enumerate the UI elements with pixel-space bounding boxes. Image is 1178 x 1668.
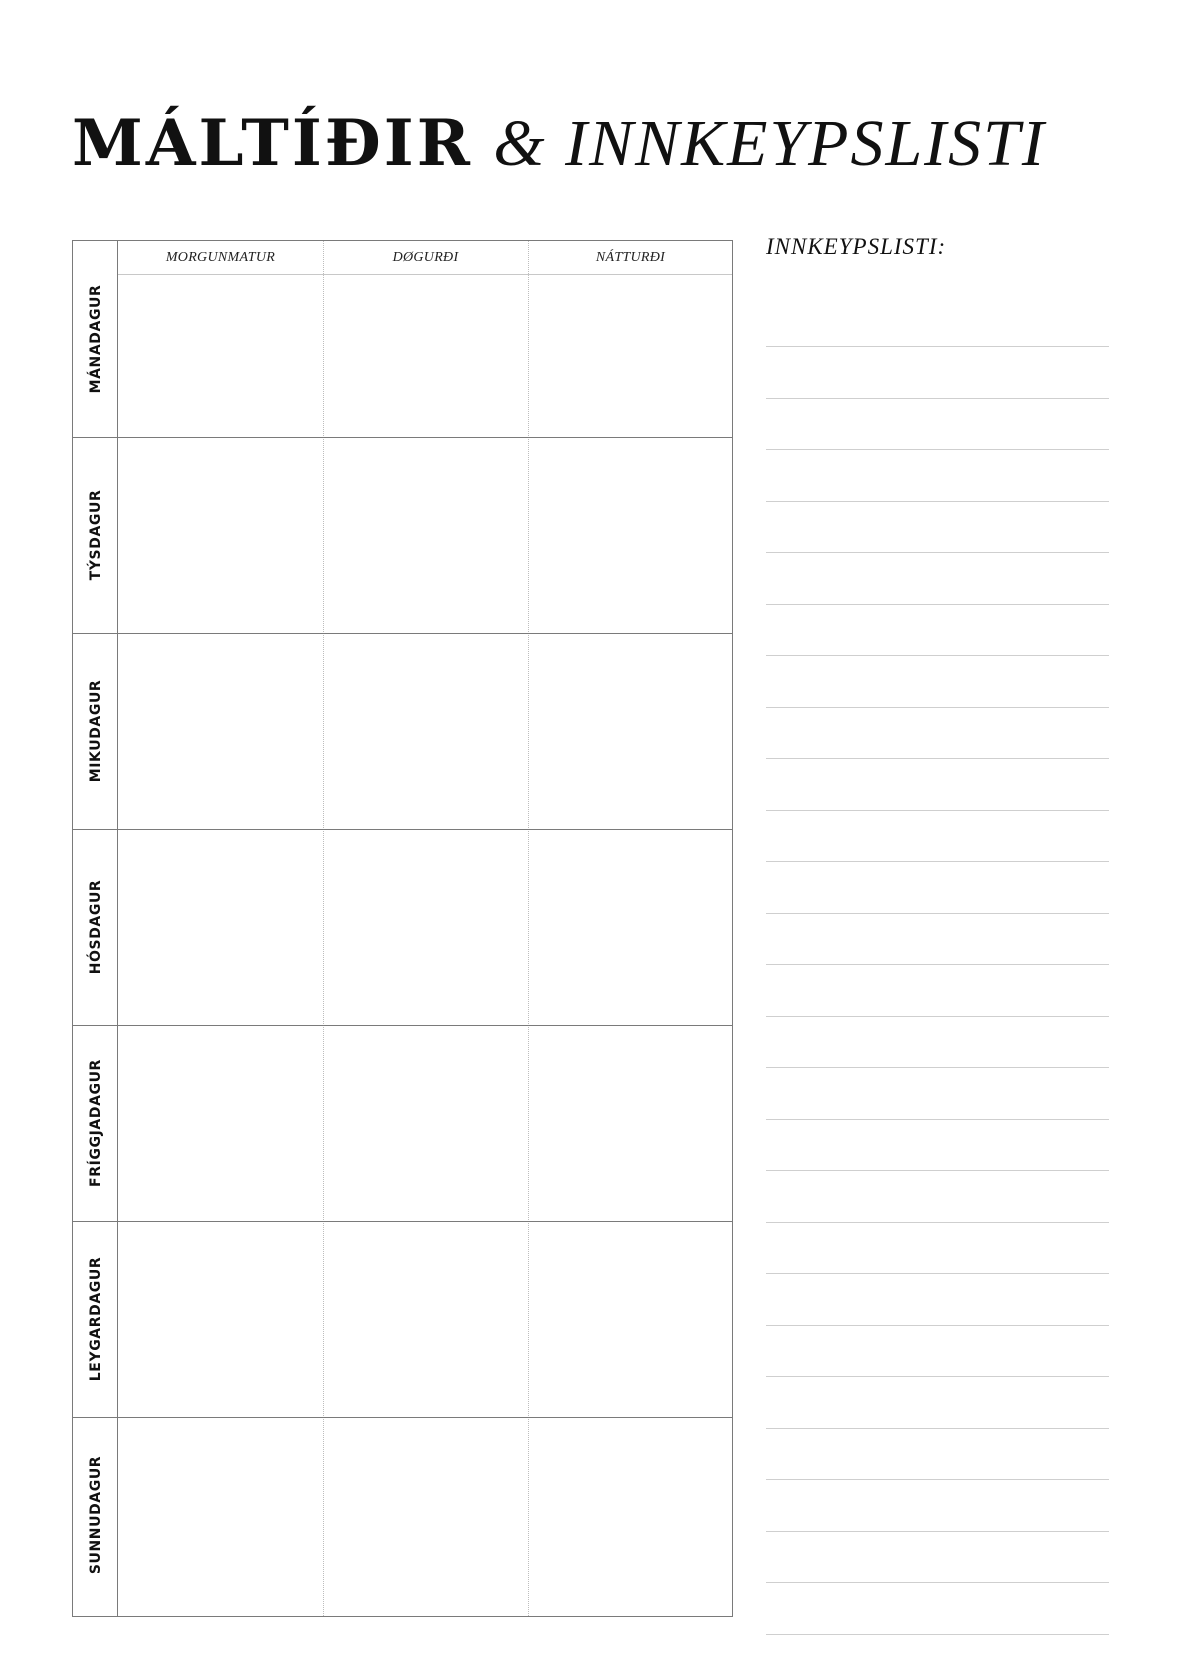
day-label-text: MÁNADAGUR — [87, 284, 104, 394]
meal-cell[interactable] — [323, 1025, 528, 1221]
day-label-text: SUNNUDAGUR — [87, 1455, 104, 1575]
shopping-list-line[interactable] — [766, 449, 1109, 450]
shopping-list-line[interactable] — [766, 1634, 1109, 1635]
meal-cell[interactable] — [118, 829, 323, 1025]
day-label-wednesday — [73, 633, 118, 829]
shopping-list-line[interactable] — [766, 1325, 1109, 1326]
shopping-list-line[interactable] — [766, 604, 1109, 605]
shopping-list-line[interactable] — [766, 346, 1109, 347]
meal-cell[interactable] — [323, 829, 528, 1025]
meal-cell[interactable] — [118, 1221, 323, 1417]
meal-cell[interactable] — [118, 633, 323, 829]
shopping-list-line[interactable] — [766, 861, 1109, 862]
shopping-list-line[interactable] — [766, 964, 1109, 965]
shopping-list-line[interactable] — [766, 1016, 1109, 1017]
meal-cell[interactable] — [528, 1221, 733, 1417]
meal-cell[interactable] — [118, 1417, 323, 1613]
page-title-italic: & INNKEYPSLISTI — [493, 107, 1046, 180]
shopping-list-line[interactable] — [766, 1479, 1109, 1480]
shopping-list-line[interactable] — [766, 1582, 1109, 1583]
shopping-list-line[interactable] — [766, 758, 1109, 759]
shopping-list-line[interactable] — [766, 913, 1109, 914]
day-label-friday — [73, 1025, 118, 1221]
shopping-list-line[interactable] — [766, 707, 1109, 708]
shopping-list-line[interactable] — [766, 552, 1109, 553]
day-label-text: LEYGARDAGUR — [87, 1256, 104, 1382]
shopping-list-line[interactable] — [766, 1222, 1109, 1223]
shopping-list-line[interactable] — [766, 1067, 1109, 1068]
meal-header-dinner: NÁTTURÐI — [595, 250, 666, 265]
shopping-list-line[interactable] — [766, 1170, 1109, 1171]
meal-header-breakfast: MORGUNMATUR — [165, 250, 276, 265]
day-label-saturday — [73, 1221, 118, 1417]
meal-cell[interactable] — [323, 633, 528, 829]
day-label-monday — [73, 241, 118, 437]
shopping-list-line[interactable] — [766, 501, 1109, 502]
meal-cell[interactable] — [323, 1417, 528, 1613]
shopping-list-line[interactable] — [766, 810, 1109, 811]
shopping-list-title: INNKEYPSLISTI: — [766, 234, 947, 259]
meal-header-row — [118, 241, 732, 275]
meal-cell[interactable] — [528, 1417, 733, 1613]
shopping-list-line[interactable] — [766, 1119, 1109, 1120]
meal-cell[interactable] — [323, 275, 528, 437]
meal-cell[interactable] — [118, 1025, 323, 1221]
shopping-list-line[interactable] — [766, 1428, 1109, 1429]
meal-cell[interactable] — [323, 1221, 528, 1417]
meal-planner-grid — [72, 240, 733, 1617]
meal-cell[interactable] — [528, 1025, 733, 1221]
shopping-list-line[interactable] — [766, 1531, 1109, 1532]
meal-cell[interactable] — [118, 275, 323, 437]
shopping-list-line[interactable] — [766, 1376, 1109, 1377]
day-label-text: FRÍGGJADAGUR — [87, 1059, 104, 1187]
page-title — [72, 104, 1046, 184]
day-label-text: HÓSDAGUR — [87, 879, 104, 975]
day-label-thursday — [73, 829, 118, 1025]
day-label-tuesday — [73, 437, 118, 633]
meal-cell[interactable] — [118, 437, 323, 633]
shopping-list-line[interactable] — [766, 1273, 1109, 1274]
day-label-text: MIKUDAGUR — [87, 679, 104, 783]
page-title-bold: MÁLTÍÐIR — [72, 106, 473, 181]
meal-cell[interactable] — [528, 633, 733, 829]
day-label-text: TÝSDAGUR — [87, 489, 104, 581]
meal-cell[interactable] — [323, 437, 528, 633]
day-label-sunday — [73, 1417, 118, 1613]
shopping-list-line[interactable] — [766, 655, 1109, 656]
shopping-list-line[interactable] — [766, 398, 1109, 399]
meal-cell[interactable] — [528, 275, 733, 437]
meal-cell[interactable] — [528, 829, 733, 1025]
meal-header-lunch: DØGURÐI — [392, 250, 459, 265]
meal-cell[interactable] — [528, 437, 733, 633]
